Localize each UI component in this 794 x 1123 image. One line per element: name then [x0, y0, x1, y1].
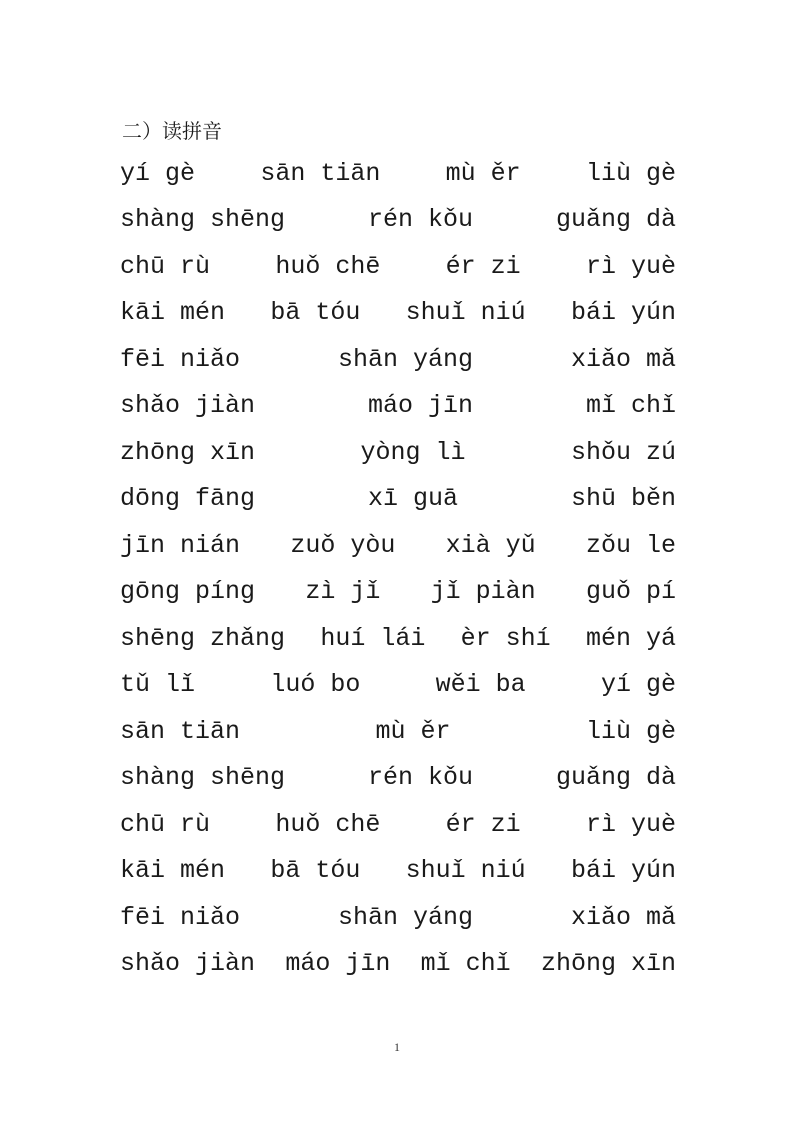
- pinyin-word: huǒ chē: [275, 809, 381, 839]
- pinyin-word: rì yuè: [585, 809, 676, 839]
- pinyin-word: shū běn: [570, 484, 676, 514]
- pinyin-word: shān yáng: [337, 344, 474, 374]
- pinyin-word: shàng shēng: [120, 205, 286, 235]
- pinyin-word: máo jīn: [367, 391, 474, 421]
- pinyin-word: tǔ lǐ: [120, 670, 196, 700]
- pinyin-word: mù ěr: [375, 716, 451, 746]
- pinyin-word: shuǐ niú: [405, 856, 526, 886]
- pinyin-word: bái yún: [570, 298, 676, 328]
- pinyin-word: shǎo jiàn: [120, 391, 256, 421]
- pinyin-word: shǎo jiàn: [120, 949, 256, 979]
- pinyin-word: fēi niǎo: [120, 902, 241, 932]
- pinyin-line: [120, 848, 676, 895]
- pinyin-word: chū rù: [120, 809, 211, 839]
- pinyin-word: kāi mén: [120, 856, 226, 886]
- pinyin-line: [120, 476, 676, 523]
- pinyin-word: bái yún: [570, 856, 676, 886]
- pinyin-word: yí gè: [600, 670, 676, 700]
- pinyin-word: wěi ba: [435, 670, 526, 700]
- pinyin-word: shān yáng: [337, 902, 474, 932]
- pinyin-word: guǎng dà: [555, 763, 676, 793]
- pinyin-word: jǐ piàn: [430, 577, 536, 607]
- pinyin-word: shuǐ niú: [405, 298, 526, 328]
- pinyin-line: [120, 243, 676, 290]
- pinyin-word: zhōng xīn: [120, 437, 256, 467]
- pinyin-word: bā tóu: [270, 856, 361, 886]
- pinyin-line: [120, 150, 676, 197]
- pinyin-word: guǒ pí: [585, 577, 676, 607]
- pinyin-word: xiǎo mǎ: [570, 902, 676, 932]
- pinyin-word: bā tóu: [270, 298, 361, 328]
- pinyin-word: máo jīn: [285, 949, 391, 979]
- pinyin-line: [120, 569, 676, 616]
- pinyin-word: èr shí: [460, 623, 551, 653]
- pinyin-word: guǎng dà: [555, 205, 676, 235]
- pinyin-word: zuǒ yòu: [290, 530, 396, 560]
- pinyin-word: mǐ chǐ: [585, 391, 676, 421]
- pinyin-word: huǒ chē: [275, 251, 381, 281]
- pinyin-word: jīn nián: [120, 530, 241, 560]
- pinyin-word: zhōng xīn: [540, 949, 676, 979]
- pinyin-word: shēng zhǎng: [120, 623, 286, 653]
- pinyin-word: yòng lì: [360, 437, 466, 467]
- pinyin-word: huí lái: [320, 623, 426, 653]
- pinyin-word: zǒu le: [585, 530, 676, 560]
- pinyin-line: [120, 801, 676, 848]
- pinyin-word: liù gè: [585, 716, 676, 746]
- pinyin-word: ér zi: [445, 809, 521, 839]
- pinyin-line: [120, 894, 676, 941]
- pinyin-word: xià yǔ: [445, 530, 536, 560]
- pinyin-word: xī guā: [367, 484, 458, 514]
- pinyin-word: kāi mén: [120, 298, 226, 328]
- section-heading: 二）读拼音: [122, 119, 222, 143]
- pinyin-word: shǒu zú: [570, 437, 676, 467]
- pinyin-word: mǐ chǐ: [420, 949, 511, 979]
- pinyin-word: rén kǒu: [367, 205, 474, 235]
- pinyin-line: [120, 290, 676, 337]
- pinyin-line: [120, 336, 676, 383]
- pinyin-word: chū rù: [120, 251, 211, 281]
- pinyin-word: fēi niǎo: [120, 344, 241, 374]
- pinyin-word: shàng shēng: [120, 763, 286, 793]
- pinyin-line: [120, 615, 676, 662]
- pinyin-line: [120, 941, 676, 988]
- pinyin-line: [120, 708, 676, 755]
- pinyin-word: sān tiān: [120, 716, 241, 746]
- pinyin-line: [120, 755, 676, 802]
- page-number: 1: [394, 1040, 400, 1054]
- pinyin-word: ér zi: [445, 251, 521, 281]
- pinyin-word: mén yá: [585, 623, 676, 653]
- pinyin-line: [120, 429, 676, 476]
- pinyin-line: [120, 197, 676, 244]
- pinyin-word: sān tiān: [260, 158, 381, 188]
- pinyin-word: rì yuè: [585, 251, 676, 281]
- pinyin-word: liù gè: [585, 158, 676, 188]
- pinyin-line: [120, 522, 676, 569]
- pinyin-word: xiǎo mǎ: [570, 344, 676, 374]
- pinyin-word: rén kǒu: [367, 763, 474, 793]
- pinyin-word: gōng píng: [120, 577, 256, 607]
- pinyin-word: dōng fāng: [120, 484, 256, 514]
- pinyin-word: mù ěr: [445, 158, 521, 188]
- pinyin-lines: [120, 150, 676, 987]
- pinyin-word: yí gè: [120, 158, 196, 188]
- pinyin-word: luó bo: [270, 670, 361, 700]
- pinyin-line: [120, 383, 676, 430]
- pinyin-line: [120, 662, 676, 709]
- pinyin-word: zì jǐ: [305, 577, 381, 607]
